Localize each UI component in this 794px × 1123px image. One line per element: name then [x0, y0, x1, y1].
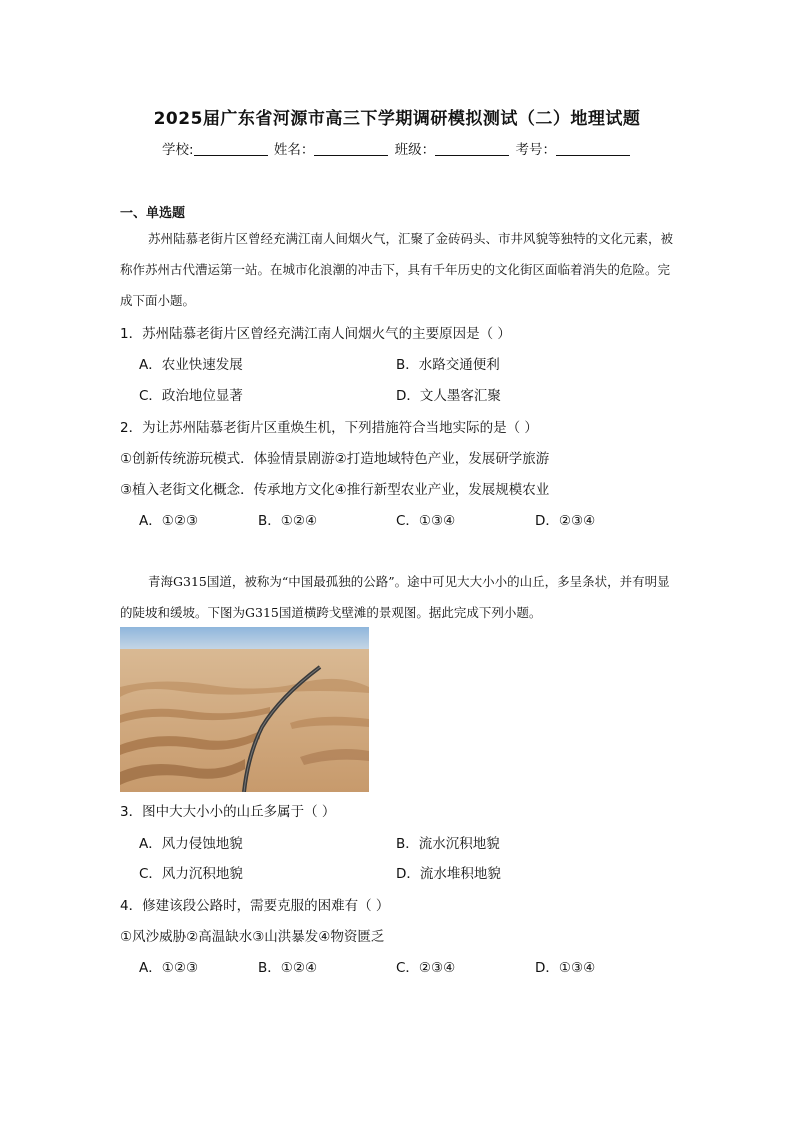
class-label: 班级： — [394, 142, 436, 158]
question-3-stem: 3．图中大大小小的山丘多属于（ ） — [120, 804, 336, 820]
q3-option-d: D．流水堆积地貌 — [396, 866, 501, 882]
q2-option-c: C．①③④ — [396, 513, 456, 529]
q1-option-d: D．文人墨客汇聚 — [396, 388, 501, 404]
question-4-stem: 4．修建该段公路时，需要克服的困难有（ ） — [120, 898, 390, 914]
q3-option-a: A．风力侵蚀地貌 — [139, 836, 243, 852]
q3-option-c: C．风力沉积地貌 — [139, 866, 243, 882]
class-blank — [435, 141, 509, 156]
question-2-stem: 2．为让苏州陆慕老街片区重焕生机，下列措施符合当地实际的是（ ） — [120, 420, 538, 436]
q2-option-d: D．②③④ — [535, 513, 596, 529]
q4-option-b: B．①②④ — [258, 960, 318, 976]
student-info-line — [0, 138, 794, 158]
page-title: 2025届广东省河源市高三下学期调研模拟测试（二）地理试题 — [153, 109, 641, 129]
name-label: 姓名： — [273, 142, 315, 158]
passage-1: 苏州陆慕老街片区曾经充满江南人间烟火气，汇聚了金砖码头、市井风貌等独特的文化元素，被称作苏州古代漕运第一站。在城市化浪潮的冲击下，具有千年历史的文化街区面临着消失的危险。完成下面小题。 — [120, 231, 674, 308]
q1-option-b: B．水路交通便利 — [396, 357, 500, 373]
passage-2: 青海G315国道，被称为“中国最孤独的公路”。途中可见大大小小的山丘，多呈条状，并有明显的陡坡和缓坡。下图为G315国道横跨戈壁滩的景观图。据此完成下列小题。 — [120, 574, 670, 620]
q2-statements-2: ③植入老街文化概念．传承地方文化④推行新型农业产业，发展规模农业 — [120, 482, 550, 498]
q2-statements-1: ①创新传统游玩模式．体验情景剧游②打造地域特色产业，发展研学旅游 — [120, 451, 550, 467]
q4-option-a: A．①②③ — [139, 960, 199, 976]
q2-option-b: B．①②④ — [258, 513, 318, 529]
name-blank — [314, 141, 388, 156]
q4-statements: ①风沙威胁②高温缺水③山洪暴发④物资匮乏 — [120, 929, 385, 945]
q3-option-b: B．流水沉积地貌 — [396, 836, 500, 852]
q2-option-a: A．①②③ — [139, 513, 199, 529]
school-blank — [194, 141, 268, 156]
section-title: 一、单选题 — [120, 206, 186, 221]
question-1-stem: 1．苏州陆慕老街片区曾经充满江南人间烟火气的主要原因是（ ） — [120, 326, 511, 342]
number-label: 考号： — [515, 142, 556, 158]
q1-option-c: C．政治地位显著 — [139, 388, 243, 404]
number-blank — [556, 141, 630, 156]
q4-option-d: D．①③④ — [535, 960, 596, 976]
school-label: 学校: — [162, 142, 194, 158]
desert-road-photo — [120, 627, 369, 792]
q4-option-c: C．②③④ — [396, 960, 456, 976]
q1-option-a: A．农业快速发展 — [139, 357, 243, 373]
